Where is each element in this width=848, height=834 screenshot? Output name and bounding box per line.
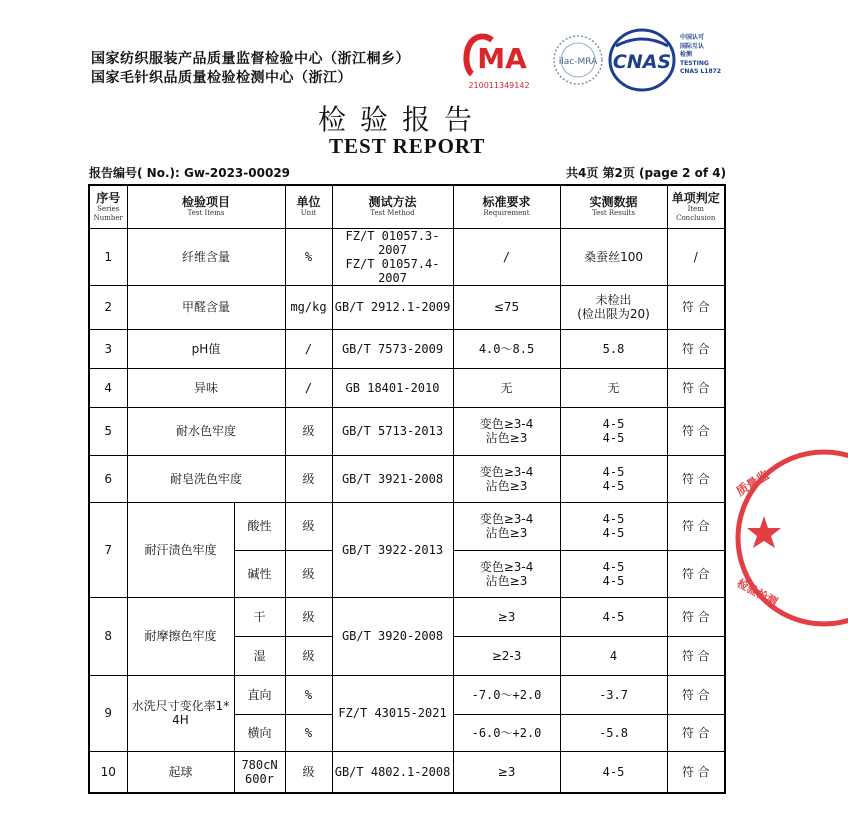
- table-cell: /: [285, 368, 332, 407]
- table-cell: GB/T 5713-2013: [332, 407, 453, 455]
- table-cell: 4-5 4-5: [560, 550, 667, 597]
- table-cell: 4: [89, 368, 127, 407]
- table-cell: 耐皂洗色牢度: [127, 455, 285, 502]
- table-cell: /: [285, 329, 332, 368]
- table-cell: 耐汗渍色牢度: [127, 502, 234, 597]
- text: 序号: [96, 190, 121, 205]
- cma-logo: [462, 30, 536, 94]
- table-cell: 无: [560, 368, 667, 407]
- table-cell: GB 18401-2010: [332, 368, 453, 407]
- table-cell: 级: [285, 407, 332, 455]
- table-cell: GB/T 3922-2013: [332, 502, 453, 597]
- table-cell: mg/kg: [285, 285, 332, 329]
- table-cell: 级: [285, 550, 332, 597]
- table-cell: 10: [89, 751, 127, 793]
- table-cell: FZ/T 01057.3-2007 FZ/T 01057.4-2007: [332, 228, 453, 285]
- table-cell: 桑蚕丝100: [560, 228, 667, 285]
- table-cell: 7: [89, 502, 127, 597]
- table-cell: 未检出 (检出限为20): [560, 285, 667, 329]
- table-cell: 4-5: [560, 597, 667, 636]
- table-cell: 酸性: [234, 502, 285, 550]
- table-cell: 符 合: [667, 550, 725, 597]
- text: 检验项目: [182, 195, 231, 210]
- table-cell: 横向: [234, 714, 285, 751]
- table-row: [89, 675, 725, 714]
- ilac-mra-text: ilac-MRA: [558, 57, 598, 67]
- table-cell: 耐摩擦色牢度: [127, 597, 234, 675]
- text: 单位: [296, 195, 321, 210]
- table-cell: 水洗尺寸变化率1* 4H: [127, 675, 234, 751]
- cnas-side-text: [680, 34, 721, 77]
- org-name-line2: 国家毛针织品质量检验检测中心（浙江）: [91, 70, 352, 86]
- text: Requirement: [483, 209, 530, 218]
- table-cell: 4-5 4-5: [560, 455, 667, 502]
- table-cell: ≥3: [453, 597, 560, 636]
- text: Test Method: [370, 209, 415, 218]
- header-unit: [285, 185, 332, 228]
- table-cell: 变色≥3-4 沾色≥3: [453, 407, 560, 455]
- table-header-row: [89, 185, 725, 228]
- inspection-stamp: [732, 446, 780, 630]
- table-cell: 符 合: [667, 329, 725, 368]
- cnas-text: CNAS: [612, 51, 672, 73]
- table-cell: 9: [89, 675, 127, 751]
- text: Series Number: [93, 204, 123, 222]
- report-number: 报告编号( No.): Gw-2023-00029: [89, 166, 291, 180]
- table-cell: 级: [285, 502, 332, 550]
- table-cell: 1: [89, 228, 127, 285]
- table-cell: GB/T 2912.1-2009: [332, 285, 453, 329]
- table-row: [89, 751, 725, 793]
- table-cell: 纤维含量: [127, 228, 285, 285]
- report-title-cn: 检验报告: [318, 103, 487, 136]
- cma-number: 210011349142: [468, 81, 530, 90]
- header-judgement: [667, 185, 725, 228]
- table-cell: 符 合: [667, 636, 725, 675]
- table-cell: %: [285, 675, 332, 714]
- ilac-mra-logo: [550, 32, 606, 88]
- table-cell: 5.8: [560, 329, 667, 368]
- table-cell: ≥3: [453, 751, 560, 793]
- table-cell: 无: [453, 368, 560, 407]
- text: 检测: [680, 51, 693, 58]
- table-cell: 级: [285, 636, 332, 675]
- text: 单项判定: [671, 190, 720, 205]
- cma-logo-text: MA: [477, 42, 527, 75]
- table-cell: 符 合: [667, 714, 725, 751]
- text: CNAS L1872: [680, 68, 722, 75]
- table-row: [89, 502, 725, 550]
- table-cell: -6.0～+2.0: [453, 714, 560, 751]
- table-cell: 干: [234, 597, 285, 636]
- table-cell: ≥2-3: [453, 636, 560, 675]
- report-title-en: TEST REPORT: [329, 134, 486, 158]
- text: 实测数据: [589, 195, 638, 210]
- header-item: [127, 185, 285, 228]
- table-cell: 起球: [127, 751, 234, 793]
- table-cell: 780cN 600r: [234, 751, 285, 793]
- cnas-logo: [608, 28, 676, 92]
- table-cell: 4: [560, 636, 667, 675]
- table-cell: 级: [285, 597, 332, 636]
- table-row: [89, 285, 725, 329]
- table-cell: 4-5: [560, 751, 667, 793]
- table-cell: 符 合: [667, 751, 725, 793]
- table-cell: 2: [89, 285, 127, 329]
- header-result: [560, 185, 667, 228]
- table-cell: 耐水色牢度: [127, 407, 285, 455]
- table-row: [89, 329, 725, 368]
- table-cell: %: [285, 714, 332, 751]
- table-cell: GB/T 3921-2008: [332, 455, 453, 502]
- table-cell: /: [453, 228, 560, 285]
- table-cell: 4-5 4-5: [560, 407, 667, 455]
- table-cell: -3.7: [560, 675, 667, 714]
- text: 检验检测: [734, 576, 780, 609]
- table-cell: 6: [89, 455, 127, 502]
- text: Item Conclusion: [676, 204, 716, 222]
- table-cell: ≤75: [453, 285, 560, 329]
- text: Unit: [300, 209, 317, 218]
- table-cell: -5.8: [560, 714, 667, 751]
- table-row: [89, 228, 725, 285]
- table-cell: 变色≥3-4 沾色≥3: [453, 455, 560, 502]
- table-cell: 甲醛含量: [127, 285, 285, 329]
- table-cell: 变色≥3-4 沾色≥3: [453, 550, 560, 597]
- table-cell: %: [285, 228, 332, 285]
- table-cell: GB/T 7573-2009: [332, 329, 453, 368]
- text: Test Items: [187, 209, 225, 218]
- table-cell: 级: [285, 751, 332, 793]
- text: TESTING: [680, 59, 709, 67]
- table-cell: GB/T 4802.1-2008: [332, 751, 453, 793]
- table-cell: 湿: [234, 636, 285, 675]
- test-results-table: [88, 184, 726, 794]
- table-cell: 符 合: [667, 675, 725, 714]
- table-row: [89, 407, 725, 455]
- table-cell: 符 合: [667, 407, 725, 455]
- text: 中国认可: [680, 34, 705, 41]
- header-method: [332, 185, 453, 228]
- table-cell: /: [667, 228, 725, 285]
- header-seq: [89, 185, 127, 228]
- table-cell: 5: [89, 407, 127, 455]
- table-cell: GB/T 3920-2008: [332, 597, 453, 675]
- table-cell: 符 合: [667, 502, 725, 550]
- table-cell: pH值: [127, 329, 285, 368]
- table-cell: 符 合: [667, 368, 725, 407]
- table-cell: -7.0～+2.0: [453, 675, 560, 714]
- table-cell: 符 合: [667, 597, 725, 636]
- text: 国际互认: [680, 42, 705, 50]
- text: 标准要求: [482, 195, 531, 210]
- table-row: [89, 597, 725, 636]
- page-info: 共4页 第2页 (page 2 of 4): [566, 166, 727, 180]
- table-cell: 符 合: [667, 455, 725, 502]
- table-cell: 直向: [234, 675, 285, 714]
- org-name-line1: 国家纺织服装产品质量监督检验中心（浙江桐乡）: [91, 51, 410, 67]
- text: 测试方法: [368, 195, 417, 210]
- table-cell: 级: [285, 455, 332, 502]
- table-cell: 变色≥3-4 沾色≥3: [453, 502, 560, 550]
- table-cell: FZ/T 43015-2021: [332, 675, 453, 751]
- table-cell: 异味: [127, 368, 285, 407]
- text: Test Results: [591, 209, 636, 218]
- table-cell: 4-5 4-5: [560, 502, 667, 550]
- header-requirement: [453, 185, 560, 228]
- table-cell: 3: [89, 329, 127, 368]
- table-row: [89, 368, 725, 407]
- table-cell: 符 合: [667, 285, 725, 329]
- table-cell: 4.0～8.5: [453, 329, 560, 368]
- table-cell: 碱性: [234, 550, 285, 597]
- text: 质量监: [733, 467, 772, 499]
- table-cell: 8: [89, 597, 127, 675]
- table-row: [89, 455, 725, 502]
